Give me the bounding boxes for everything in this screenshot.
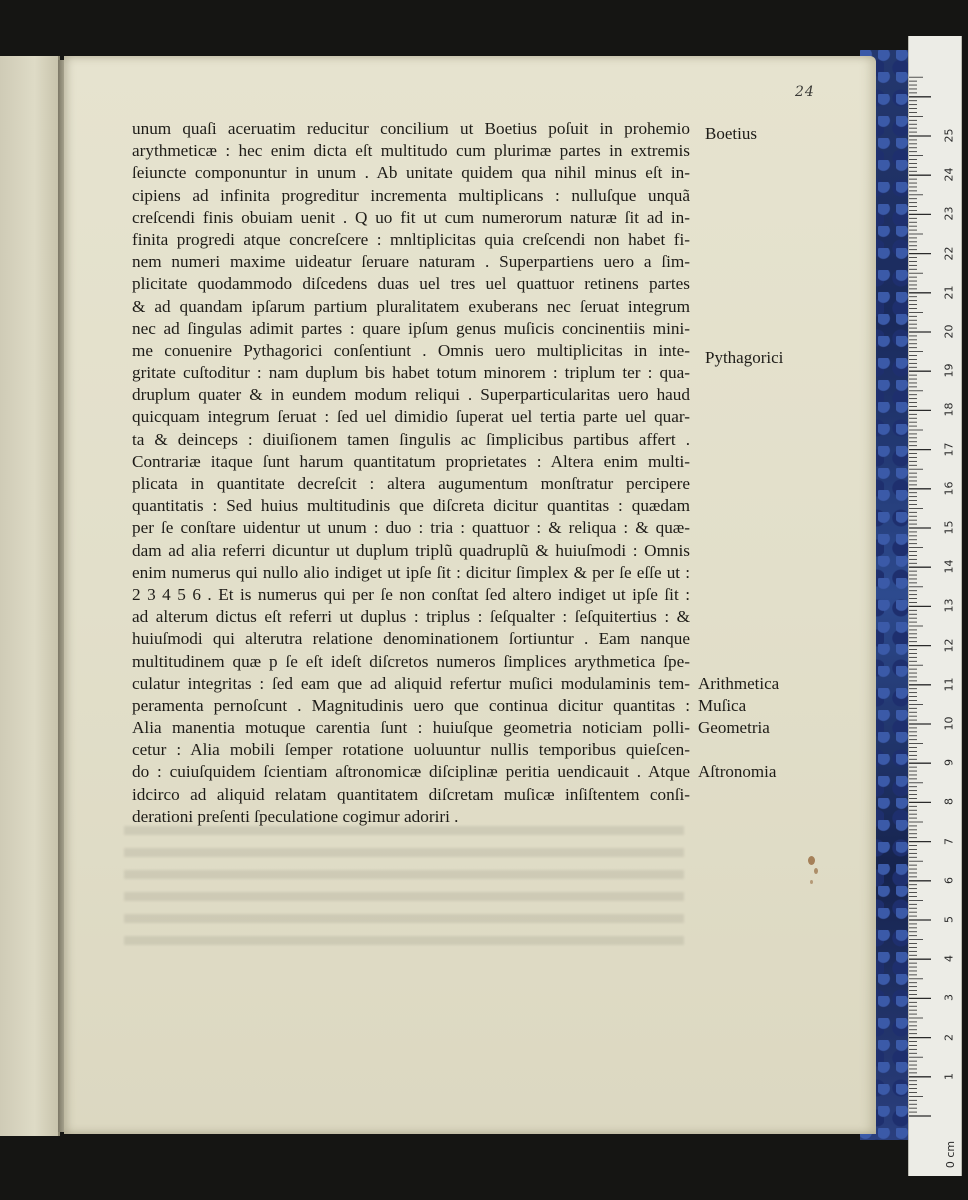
ruler-number: 4 bbox=[942, 955, 956, 963]
text-line: arythmeticæ : hec enim dicta eſt multitudo cum plurimæ partes in extremis bbox=[132, 141, 690, 161]
ruler-number: 22 bbox=[942, 246, 956, 261]
ruler-number: 11 bbox=[942, 677, 956, 692]
foxing-stain bbox=[808, 856, 815, 865]
ruler-number: 8 bbox=[942, 798, 956, 806]
ruler-number: 1 bbox=[942, 1072, 956, 1080]
main-text-block bbox=[132, 118, 690, 828]
marginal-note-arithmetica: Arithmetica bbox=[698, 674, 780, 693]
text-line: idcirco ad aliquid relatam quantitatem diſcretam muſicæ inſiſtentem conſi- bbox=[132, 784, 690, 804]
ruler-number: 10 bbox=[942, 716, 956, 731]
text-line: do : cuiuſquidem ſcientiam aſtronomicæ diſciplinæ peritia uendicauit . Atque bbox=[132, 762, 690, 782]
text-line: per ſe conſtare uidentur ut unum : duo : tria : quattuor : & reliqua : & quæ- bbox=[132, 518, 690, 538]
text-line: multitudinem quæ p ſe eſt ideſt diſcretos numeros ſimplices arythmetica ſpe- bbox=[132, 651, 690, 671]
text-line: quantitatis : Sed huius multitudinis que diſcreta dicitur quantitas : quædam bbox=[132, 496, 690, 516]
ruler-number: 3 bbox=[942, 994, 956, 1002]
text-line: druplum quater & in eundem modum reliqui . Superparticularitas uero haud bbox=[132, 385, 690, 405]
folio-number: 24 bbox=[795, 84, 815, 100]
text-line: enim numerus qui nullo alio indiget ut ipſe ſit : dicitur ſimplex & per ſe eſſe ut : bbox=[132, 562, 690, 582]
text-line: peramenta pernoſcunt . Magnitudinis uero que continua dicitur quantitas : bbox=[132, 695, 690, 715]
text-line: culatur integritas : ſed eam que ad aliquid refertur muſici modulaminis tem- bbox=[132, 673, 690, 693]
text-line: me conuenire Pythagorici conſentiunt . Omnis uero multiplicitas in inte- bbox=[132, 340, 690, 360]
ruler-unit-label: 0 cm bbox=[944, 1140, 958, 1169]
marginal-note-musica: Muſica bbox=[698, 696, 747, 715]
ruler-number: 7 bbox=[942, 837, 956, 845]
book-page bbox=[64, 56, 876, 1134]
text-line: finita progredi atque concreſcere : mnltiplicitas quia creſcendi non habet fi- bbox=[132, 229, 690, 249]
text-line: cetur : Alia mobili ſemper rotatione uoluuntur nullis temporibus quieſcen- bbox=[132, 740, 690, 760]
text-line: plicata in quantitate decreſcit : altera augumentum monſtratur percipere bbox=[132, 474, 690, 493]
text-line: derationi preſenti ſpeculatione cogimur adoriri . bbox=[132, 806, 459, 826]
ruler-number: 21 bbox=[942, 285, 956, 300]
text-line: cipiens ad infinita progreditur incrementa multiplicans : nulluſque unquã bbox=[132, 185, 690, 205]
marginal-note-astronomia: Aſtronomia bbox=[698, 762, 777, 781]
ruler-number: 6 bbox=[942, 876, 956, 884]
ruler-number: 2 bbox=[942, 1033, 956, 1041]
text-line: quicquam integrum ſeruat : ſed uel dimidio ſuperat uel tertia parte uel quar- bbox=[132, 407, 690, 427]
text-line: dam ad alia referri dicuntur ut duplum triplũ quadruplũ & huiuſmodi : Omnis bbox=[132, 540, 690, 560]
text-line: unum quaſi aceruatim reducitur concilium ut Boetius poſuit in prohemio bbox=[132, 119, 690, 138]
ruler-number: 16 bbox=[942, 481, 956, 496]
ruler-number: 23 bbox=[942, 206, 956, 221]
text-line: nec ad ſingulas adimit partes : quare ipſum genus muſicis concinentiis mini- bbox=[132, 318, 690, 338]
ruler-number: 17 bbox=[942, 442, 956, 457]
ruler-number: 14 bbox=[942, 559, 956, 574]
ruler-number: 24 bbox=[942, 167, 956, 182]
ruler-number: 9 bbox=[942, 759, 956, 767]
ruler-number: 25 bbox=[942, 128, 956, 143]
text-line: Alia manentia motuque carentia ſunt : huiuſque geometria noticiam polli- bbox=[132, 718, 690, 738]
show-through-text bbox=[124, 826, 684, 956]
marginal-note-pythagorici: Pythagorici bbox=[705, 348, 784, 367]
ruler-number: 13 bbox=[942, 598, 956, 613]
ruler-number: 15 bbox=[942, 520, 956, 535]
text-line: creſcendi finis obuiam uenit . Q uo fit ut cum numerorum naturæ ſit ad in- bbox=[132, 207, 690, 227]
marginal-note-geometria: Geometria bbox=[698, 718, 770, 737]
ruler-number: 18 bbox=[942, 402, 956, 417]
text-line: 2 3 4 5 6 . Et is numerus qui per ſe non conſtat ſed altero indiget ut ipſe ſit : bbox=[132, 584, 690, 604]
ruler-number: 5 bbox=[942, 916, 956, 923]
text-line: nem numeri maxime uideatur ſeruare naturam . Superpartiens uero a ſim- bbox=[132, 252, 690, 272]
text-line: ta & deinceps : diuiſionem tamen ſingulis ac ſimplicibus partibus affert . bbox=[132, 429, 690, 449]
text-line: Contrariæ itaque ſunt harum quantitatum proprietates : Altera enim multi- bbox=[132, 451, 690, 471]
text-line: ſeiuncte componuntur in unum . Ab unitate quidem qua nihil minus eſt in- bbox=[132, 163, 690, 183]
foxing-stain bbox=[810, 880, 813, 884]
text-line: ad alterum dictus eſt referri ut duplus : triplus : ſeſqualter : ſeſquitertius : & bbox=[132, 607, 690, 627]
ruler-number: 12 bbox=[942, 638, 956, 653]
facing-page-edge bbox=[0, 56, 60, 1136]
marginal-note-boetius: Boetius bbox=[705, 124, 757, 143]
measurement-ruler bbox=[908, 36, 962, 1176]
ruler-number: 19 bbox=[942, 363, 956, 378]
foxing-stain bbox=[814, 868, 818, 874]
text-line: gritate cuſtoditur : nam duplum bis habet totum minorem : triplum ter : qua- bbox=[132, 363, 690, 383]
text-line: plicitate quodammodo diſcedens duas uel tres uel quattuor retinens partes bbox=[132, 274, 690, 294]
text-line: & ad quandam ipſarum partium pluralitatem exuberans nec ſeruat integrum bbox=[132, 296, 690, 316]
text-line: huiuſmodi qui alterutra relatione denominationem ſortiuntur . Eam nanque bbox=[132, 629, 690, 649]
ruler-number: 20 bbox=[942, 324, 956, 339]
